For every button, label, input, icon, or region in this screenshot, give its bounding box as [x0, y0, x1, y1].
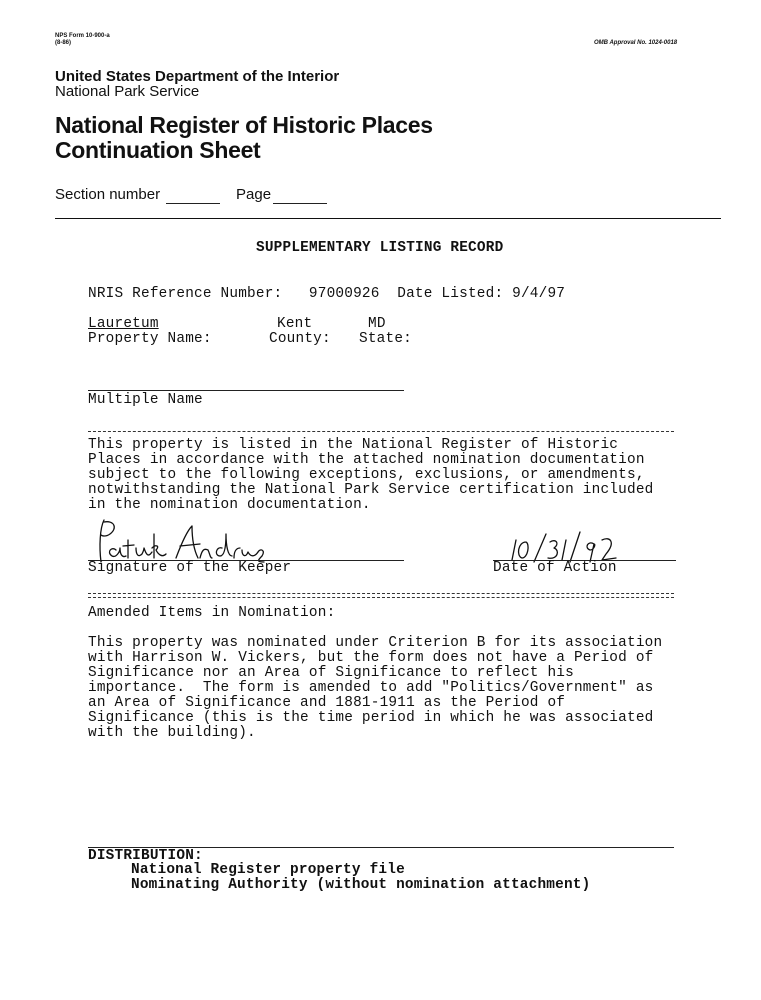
- distribution-item: Nominating Authority (without nomination attachment): [131, 877, 591, 893]
- amended-line: importance. The form is amended to add "Politics/Government" as: [88, 680, 654, 696]
- property-name-label: Property Name:: [88, 331, 212, 347]
- form-number-text: NPS Form 10-900-a: [55, 33, 110, 39]
- department-name: United States Department of the Interior: [55, 68, 340, 85]
- header-rule: [55, 218, 721, 219]
- date-text: [508, 530, 512, 531]
- multiple-name-label: Multiple Name: [88, 392, 203, 408]
- nris-line: NRIS Reference Number: 97000926 Date Listed: 9/4/97: [88, 286, 566, 302]
- amended-line: with the building).: [88, 725, 256, 741]
- page-subtitle: Continuation Sheet: [55, 137, 261, 163]
- amended-line: Significance nor an Area of Significance to reflect his: [88, 665, 574, 681]
- keeper-signature: [92, 518, 272, 564]
- date-label: Date of Action: [493, 560, 617, 576]
- section-number-field: [166, 203, 220, 204]
- property-name-value: Lauretum: [88, 316, 159, 332]
- dashed-divider: [88, 431, 674, 432]
- page-number-field: [273, 203, 327, 204]
- county-value: Kent: [277, 316, 313, 332]
- agency-name: National Park Service: [55, 83, 200, 100]
- form-number: [55, 33, 110, 47]
- record-heading: SUPPLEMENTARY LISTING RECORD: [256, 240, 504, 256]
- certification-line: This property is listed in the National Register of Historic: [88, 437, 619, 453]
- amended-line: Significance (this is the time period in which he was associated: [88, 710, 654, 726]
- form-date-text: (8-86): [55, 40, 72, 46]
- amended-line: This property was nominated under Criterion B for its association: [88, 635, 663, 651]
- page-label: Page: [236, 186, 272, 203]
- distribution-item: National Register property file: [131, 862, 405, 878]
- omb-approval: OMB Approval No. 1024-0018: [594, 40, 678, 46]
- multiple-name-field: [88, 390, 404, 391]
- section-number-label: Section number: [55, 186, 161, 203]
- amended-line: an Area of Significance and 1881-1911 as the Period of: [88, 695, 566, 711]
- double-divider: [88, 593, 674, 598]
- page-title: National Register of Historic Places: [55, 112, 433, 138]
- certification-line: in the nomination documentation.: [88, 497, 371, 513]
- amended-heading: Amended Items in Nomination:: [88, 605, 336, 621]
- amended-line: with Harrison W. Vickers, but the form does not have a Period of: [88, 650, 654, 666]
- distribution-label: DISTRIBUTION:: [88, 848, 203, 864]
- signature-label: Signature of the Keeper: [88, 560, 292, 576]
- state-value: MD: [368, 316, 386, 332]
- action-date-handwriting: [508, 530, 618, 564]
- certification-line: Places in accordance with the attached nomination documentation: [88, 452, 645, 468]
- certification-line: subject to the following exceptions, exclusions, or amendments,: [88, 467, 645, 483]
- state-label: State:: [359, 331, 413, 347]
- signature-text: [92, 518, 98, 519]
- county-label: County:: [269, 331, 331, 347]
- certification-line: notwithstanding the National Park Service certification included: [88, 482, 654, 498]
